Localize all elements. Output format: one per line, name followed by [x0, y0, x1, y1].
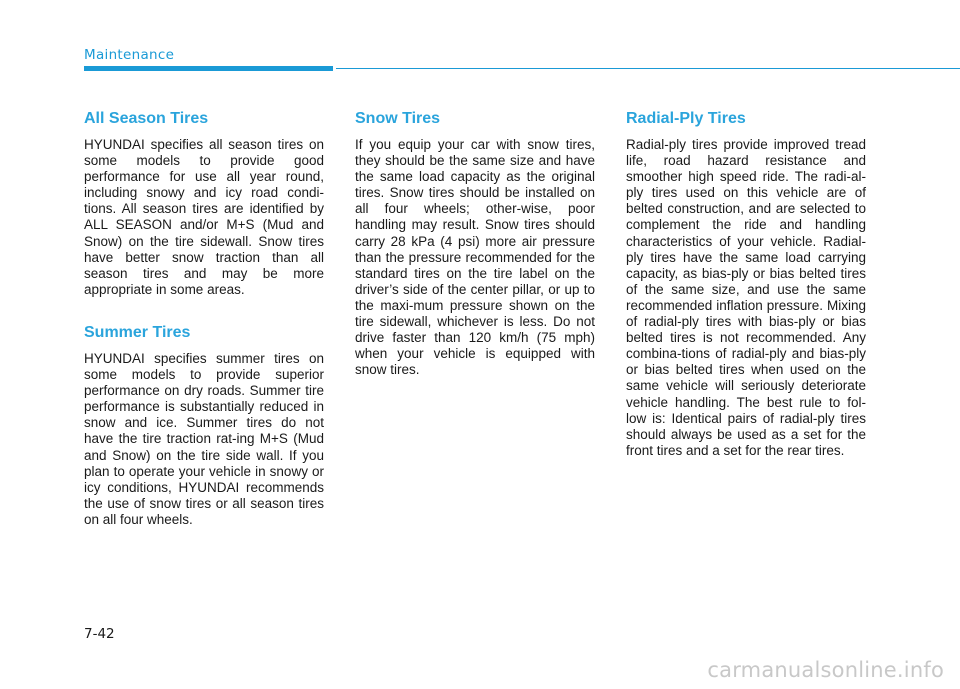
paragraph-all-season-tires: HYUNDAI specifies all season tires on some models to provide good performance for use all year round, including snowy and icy road condi-tions. All season tires are identified by ALL SEASON and/or M+S (Mud and Snow) on the tire sidewall. Snow tires have better snow traction than all season tires and may be more appropriate in some areas. — [84, 137, 324, 297]
heading-snow-tires: Snow Tires — [355, 110, 441, 127]
paragraph-summer-tires: HYUNDAI specifies summer tires on some models to provide superior performance on dry roads. Summer tire performance is substantially reduced in snow and ice. Summer tires do not have the tire traction rat-ing M+S (Mud and Snow) on the tire side wall. If you plan to operate your vehicle in snowy or icy conditions, HYUNDAI recommends the use of snow tires or all season tires on all four wheels. — [84, 350, 324, 527]
section-title: Maintenance — [84, 47, 175, 63]
header-accent-bar — [84, 66, 333, 71]
heading-radial-ply-tires: Radial-Ply Tires — [626, 110, 746, 127]
heading-all-season-tires: All Season Tires — [84, 110, 209, 127]
page-number: 7-42 — [84, 626, 115, 642]
column-all-season-summer — [84, 108, 324, 528]
watermark-link[interactable]: carmanualsonline.info — [707, 658, 944, 682]
column-radial-ply-tires — [626, 108, 866, 459]
paragraph-snow-tires: If you equip your car with snow tires, they should be the same size and have the same load capacity as the original tires. Snow tires should be installed on all four wheels; other-wise, poor handling may result. Snow tires should carry 28 kPa (4 psi) more air pressure than the pressure recommended for the standard tires on the tire label on the driver’s side of the center pillar, or up to the maxi-mum pressure shown on the tire sidewall, whichever is less. Do not drive faster than 120 km/h (75 mph) when your vehicle is equipped with snow tires. — [355, 137, 595, 378]
heading-summer-tires: Summer Tires — [84, 323, 191, 341]
column-snow-tires — [355, 108, 595, 378]
paragraph-radial-ply-tires: Radial-ply tires provide improved tread life, road hazard resistance and smoother high speed ride. The radi-al-ply tires used on this vehicle are of belted construction, and are selected to complement the ride and handling characteristics of your vehicle. Radial-ply tires have the same load carrying capacity, as bias-ply or bias belted tires of the same size, and use the same recommended inflation pressure. Mixing of radial-ply tires with bias-ply or bias belted tires is not recommended. Any combina-tions of radial-ply and bias-ply or bias belted tires when used on the same vehicle will seriously deteriorate vehicle handling. The best rule to fol-low is: Identical pairs of radial-ply tires should always be used as a set for the front tires and a set for the rear tires. — [626, 137, 866, 458]
header-rule-line — [336, 68, 960, 69]
